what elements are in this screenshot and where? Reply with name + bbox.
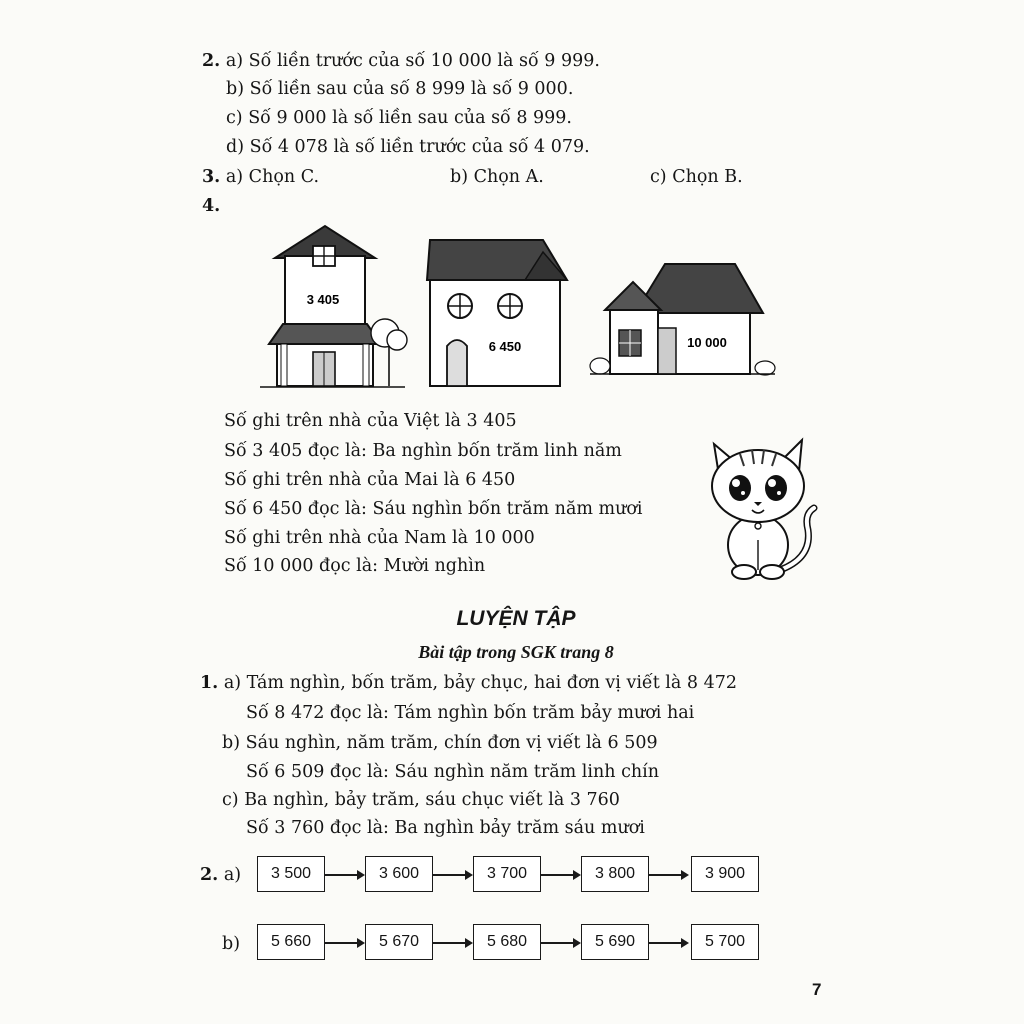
practice2-a-label: a) <box>223 865 242 885</box>
chain-a-box: 3 700 <box>473 856 541 892</box>
chain-b-box: 5 660 <box>257 924 325 960</box>
ex3-a-text: a) Chọn C. <box>225 167 320 187</box>
chain-a-arrow <box>325 874 363 876</box>
practice2-number: 2. <box>200 865 219 885</box>
section-title: LUYỆN TẬP <box>456 607 576 630</box>
practice1-number: 1. <box>200 673 219 693</box>
chain-a-arrow <box>649 874 687 876</box>
ex3-line <box>202 166 319 188</box>
practice1-c-text: c) Ba nghìn, bảy trăm, sáu chục viết là 3 760 <box>222 790 620 810</box>
ex3-c-text: c) Chọn B. <box>650 167 743 187</box>
ex4-line-2: Số 3 405 đọc là: Ba nghìn bốn trăm linh năm <box>224 441 622 461</box>
house-nam <box>590 264 775 375</box>
ex4-number: 4. <box>202 196 221 216</box>
ex2-number: 2. <box>202 51 221 71</box>
practice1-a-read: Số 8 472 đọc là: Tám nghìn bốn trăm bảy mươi hai <box>246 703 695 723</box>
practice1-a-text: a) Tám nghìn, bốn trăm, bảy chục, hai đơn vị viết là 8 472 <box>223 673 737 693</box>
chain-b-arrow <box>649 942 687 944</box>
ex2-c-text: c) Số 9 000 là số liền sau của số 8 999. <box>226 108 572 128</box>
practice2-a-label-row <box>200 865 241 885</box>
house-mai-number: 6 450 <box>488 339 522 354</box>
house-mai <box>427 240 567 386</box>
chain-b-arrow <box>433 942 471 944</box>
practice2-b-label: b) <box>222 934 241 954</box>
ex2-b-text: b) Số liền sau của số 8 999 là số 9 000. <box>226 79 574 99</box>
house-nam-number: 10 000 <box>687 335 727 350</box>
ex4-line-3: Số ghi trên nhà của Mai là 6 450 <box>224 470 516 490</box>
ex4-line-1: Số ghi trên nhà của Việt là 3 405 <box>224 411 517 431</box>
chain-b-box: 5 670 <box>365 924 433 960</box>
ex4-line-6: Số 10 000 đọc là: Mười nghìn <box>224 556 486 576</box>
page-number: 7 <box>812 980 822 999</box>
chain-b-arrow <box>541 942 579 944</box>
chain-a-arrow <box>541 874 579 876</box>
ex2-line-a <box>202 50 600 72</box>
ex4-line-4: Số 6 450 đọc là: Sáu nghìn bốn trăm năm mươi <box>224 499 643 519</box>
practice1-c-read: Số 3 760 đọc là: Ba nghìn bảy trăm sáu mươi <box>246 818 645 838</box>
ex2-d-text: d) Số 4 078 là số liền trước của số 4 079. <box>226 137 590 157</box>
chain-a-box: 3 600 <box>365 856 433 892</box>
chain-b-box: 5 690 <box>581 924 649 960</box>
chain-a-box: 3 900 <box>691 856 759 892</box>
cat-illustration <box>700 430 822 582</box>
chain-b-box: 5 700 <box>691 924 759 960</box>
practice1-b-text: b) Sáu nghìn, năm trăm, chín đơn vị viết là 6 509 <box>222 733 658 753</box>
chain-b-arrow <box>325 942 363 944</box>
chain-a-arrow <box>433 874 471 876</box>
chain-a-box: 3 800 <box>581 856 649 892</box>
practice1-line-a <box>200 672 737 694</box>
chain-b-box: 5 680 <box>473 924 541 960</box>
ex4-line-5: Số ghi trên nhà của Nam là 10 000 <box>224 528 535 548</box>
house-viet-number: 3 405 <box>306 292 340 307</box>
ex3-number: 3. <box>202 167 221 187</box>
chain-a-box: 3 500 <box>257 856 325 892</box>
ex2-a-text: a) Số liền trước của số 10 000 là số 9 999. <box>225 51 600 71</box>
ex3-b-text: b) Chọn A. <box>450 167 544 187</box>
house-viet <box>260 226 407 387</box>
section-subtitle: Bài tập trong SGK trang 8 <box>418 642 614 662</box>
practice1-b-read: Số 6 509 đọc là: Sáu nghìn năm trăm linh chín <box>246 762 660 782</box>
houses-illustration <box>255 218 790 393</box>
